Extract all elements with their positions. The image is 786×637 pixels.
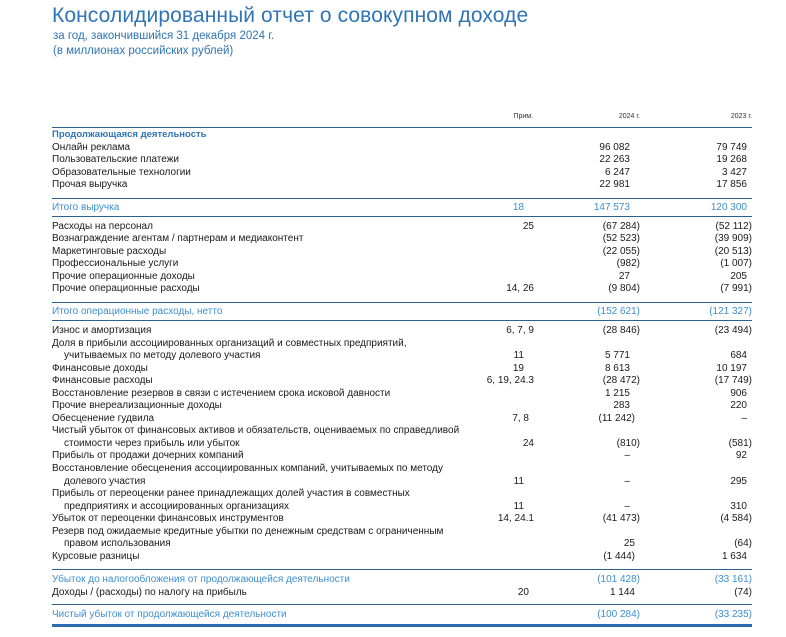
row-note	[484, 574, 534, 587]
value-2023: 120 300	[710, 201, 747, 213]
table-row	[52, 526, 752, 539]
value-2024: 6 247	[604, 166, 630, 178]
row-note	[484, 526, 534, 539]
row-note	[474, 450, 524, 463]
row-label: Убыток от переоценки финансовых инструментов	[52, 513, 284, 525]
value-2023: –	[741, 412, 747, 424]
value-2024: (28 846)	[602, 325, 640, 337]
row-note: 11	[513, 475, 524, 487]
row-label: Чистый убыток от продолжающейся деятельности	[52, 608, 287, 620]
row-note	[484, 463, 534, 476]
value-2023: (7 991)	[720, 283, 752, 295]
value-2023	[640, 129, 752, 142]
table-row	[52, 463, 752, 476]
table-row	[52, 375, 752, 388]
row-note	[484, 246, 534, 259]
value-2023: 92	[735, 450, 747, 462]
row-label: Резерв под ожидаемые кредитные убытки по денежным средствам с ограниченным	[52, 525, 444, 537]
row-note	[484, 233, 534, 246]
table-row	[52, 246, 752, 259]
row-label: долевого участия	[64, 475, 146, 487]
row-note: 18	[512, 201, 524, 213]
row-label: правом использования	[64, 538, 171, 550]
value-2024: (9 804)	[608, 283, 640, 295]
value-2023	[640, 526, 752, 539]
row-label: Вознаграждение агентам / партнерам и медиаконтент	[52, 233, 304, 245]
table-row	[52, 258, 752, 271]
table-row	[52, 438, 752, 451]
table-row	[52, 179, 752, 192]
value-2024: (67 284)	[602, 220, 640, 232]
table-row	[52, 476, 752, 489]
table-row	[52, 167, 752, 180]
row-note	[484, 488, 534, 501]
row-label: Маркетинговые расходы	[52, 245, 167, 257]
row-label: Продолжающаяся деятельность	[52, 129, 207, 140]
value-2024: –	[624, 475, 630, 487]
row-label: Убыток до налогообложения от продолжающейся деятельности	[52, 574, 350, 586]
value-2023: 906	[730, 387, 747, 399]
value-2024	[534, 338, 640, 351]
table-row	[52, 338, 752, 351]
value-2023: (74)	[734, 586, 752, 598]
value-2023: (64)	[734, 538, 752, 550]
row-label: Расходы на персонал	[52, 220, 153, 232]
value-2024: 147 573	[593, 201, 630, 213]
row-label: Износ и амортизация	[52, 325, 152, 337]
value-2024: 283	[613, 400, 630, 412]
row-note	[484, 609, 534, 622]
table-row	[52, 271, 752, 284]
row-note: 7, 8	[512, 412, 529, 424]
row-note: 25	[522, 220, 534, 232]
value-2024: 22 263	[599, 154, 630, 166]
row-note: 24	[522, 437, 534, 449]
value-2024: (1 444)	[603, 550, 635, 562]
row-note: 6, 7, 9	[506, 325, 534, 337]
row-label: Прочие внереализационные доходы	[52, 400, 222, 412]
value-2023: (39 909)	[714, 233, 752, 245]
row-label: Прочие операционные доходы	[52, 270, 195, 282]
row-note: 19	[512, 362, 524, 374]
table-row	[52, 154, 752, 167]
row-label: Восстановление обесценения ассоциированных компаний, учитываемых по методу	[52, 463, 443, 475]
table-row	[52, 450, 752, 463]
value-2023: 79 749	[716, 141, 747, 153]
row-label: Курсовые разницы	[52, 550, 140, 562]
table-row	[52, 538, 752, 551]
row-label: Пользовательские платежи	[52, 154, 179, 166]
total-row	[52, 609, 752, 628]
value-2023: 220	[730, 400, 747, 412]
row-note: 11	[513, 350, 524, 362]
row-label: Прочие операционные расходы	[52, 283, 200, 295]
row-label: Прочая выручка	[52, 179, 128, 191]
value-2023: 3 427	[721, 166, 747, 178]
section-heading	[52, 129, 752, 142]
row-note: 14, 26	[506, 283, 534, 295]
row-label: предприятиях и ассоциированных организациях	[64, 500, 289, 512]
value-2024: 22 981	[599, 179, 630, 191]
value-2024: 1 215	[604, 387, 630, 399]
total-row	[52, 302, 752, 321]
table-row	[52, 425, 752, 438]
table-row	[52, 221, 752, 234]
row-note	[474, 142, 524, 155]
value-2024: (28 472)	[602, 375, 640, 387]
value-2024: (22 055)	[602, 245, 640, 257]
row-label: Онлайн реклама	[52, 141, 131, 153]
value-2023: 205	[730, 270, 747, 282]
row-note	[484, 258, 534, 271]
value-2023: (52 112)	[715, 220, 752, 232]
table-row	[52, 501, 752, 514]
total-row	[52, 569, 752, 587]
table-row	[52, 142, 752, 155]
row-label: Восстановление резервов в связи с истечением срока исковой давности	[52, 387, 391, 399]
row-note: 20	[517, 586, 529, 598]
table-row	[52, 325, 752, 338]
table-row	[52, 233, 752, 246]
value-2023: 295	[730, 475, 747, 487]
value-2023: 1 634	[721, 550, 747, 562]
value-2024	[534, 129, 640, 142]
row-note	[474, 271, 524, 284]
row-note	[484, 129, 534, 142]
value-2023: (20 513)	[714, 245, 752, 257]
row-label: Доходы / (расходы) по налогу на прибыль	[52, 586, 247, 598]
row-label: Прибыль от продажи дочерних компаний	[52, 450, 244, 462]
row-label: Образовательные технологии	[52, 166, 191, 178]
value-2024: –	[624, 450, 630, 462]
row-note	[479, 551, 529, 564]
value-2024: 25	[623, 538, 635, 550]
column-header-2024: 2024 г.	[618, 113, 640, 120]
value-2023: 17 856	[716, 179, 747, 191]
value-2023	[640, 425, 752, 438]
value-2024	[534, 463, 640, 476]
row-note	[474, 167, 524, 180]
value-2024: (41 473)	[602, 513, 640, 525]
value-2023: 310	[730, 500, 747, 512]
row-note	[484, 303, 534, 320]
value-2024: (152 621)	[597, 306, 640, 318]
value-2024	[534, 425, 640, 438]
column-header-2023: 2023 г.	[730, 113, 752, 120]
value-2023: (1 007)	[720, 258, 752, 270]
value-2023: 10 197	[716, 362, 747, 374]
row-label: стоимости через прибыль или убыток	[64, 437, 240, 449]
row-label: Прибыль от переоценки ранее принадлежащих долей участия в совместных	[52, 488, 410, 500]
value-2023: (121 327)	[709, 306, 752, 318]
table-row	[52, 413, 752, 426]
value-2023: (33 161)	[714, 574, 752, 586]
value-2023: (581)	[728, 437, 752, 449]
row-label: Чистый убыток от финансовых активов и обязательств, оцениваемых по справедливой	[52, 425, 460, 437]
table-row	[52, 551, 752, 564]
table-row	[52, 283, 752, 296]
value-2024: 96 082	[599, 141, 630, 153]
row-note: 11	[513, 500, 524, 512]
value-2023: (33 235)	[714, 608, 752, 620]
row-label: Итого выручка	[52, 201, 120, 213]
header-divider	[52, 127, 752, 128]
value-2024: (11 242)	[598, 412, 635, 424]
row-note: 6, 19, 24.3	[486, 375, 534, 387]
row-note	[474, 179, 524, 192]
value-2023: (17 749)	[714, 375, 752, 387]
units-subtitle: (в миллионах российских рублей)	[53, 45, 234, 57]
income-statement-table	[52, 129, 752, 627]
value-2024	[534, 488, 640, 501]
total-row	[52, 198, 752, 217]
value-2023	[640, 488, 752, 501]
row-label: Доля в прибыли ассоциированных организаций и совместных предприятий,	[52, 337, 407, 349]
value-2023	[640, 338, 752, 351]
row-note: 14, 24.1	[497, 513, 534, 525]
row-note	[484, 425, 534, 438]
value-2023: 19 268	[716, 154, 747, 166]
table-row	[52, 400, 752, 413]
value-2024: (100 284)	[597, 608, 640, 620]
row-note	[474, 388, 524, 401]
row-label: Итого операционные расходы, нетто	[52, 306, 223, 318]
value-2024: 8 613	[604, 362, 630, 374]
period-subtitle: за год, закончившийся 31 декабря 2024 г.	[53, 30, 275, 42]
page-title: Консолидированный отчет о совокупном доходе	[52, 4, 529, 27]
row-label: Обесценение гудвила	[52, 412, 155, 424]
value-2024: 27	[618, 270, 630, 282]
row-label: учитываемых по методу долевого участия	[64, 350, 261, 362]
value-2023: (4 584)	[720, 513, 752, 525]
table-row	[52, 488, 752, 501]
value-2024: (101 428)	[597, 574, 640, 586]
column-header-note: Прим.	[513, 113, 533, 120]
value-2024: 1 144	[609, 586, 635, 598]
value-2024	[534, 526, 640, 539]
row-note	[474, 154, 524, 167]
value-2024: (982)	[616, 258, 640, 270]
value-2024: 5 771	[604, 350, 630, 362]
value-2023: (23 494)	[714, 325, 752, 337]
value-2023: 684	[730, 350, 747, 362]
value-2024: (52 523)	[602, 233, 640, 245]
table-row	[52, 388, 752, 401]
row-label: Финансовые доходы	[52, 362, 148, 374]
value-2023	[640, 463, 752, 476]
table-row	[52, 587, 752, 605]
table-row	[52, 350, 752, 363]
row-note	[484, 338, 534, 351]
row-note	[474, 400, 524, 413]
row-label: Профессиональные услуги	[52, 258, 179, 270]
row-label: Финансовые расходы	[52, 375, 153, 387]
value-2024: –	[624, 500, 630, 512]
table-row	[52, 363, 752, 376]
table-row	[52, 513, 752, 526]
value-2024: (810)	[616, 437, 640, 449]
row-note	[479, 538, 529, 551]
